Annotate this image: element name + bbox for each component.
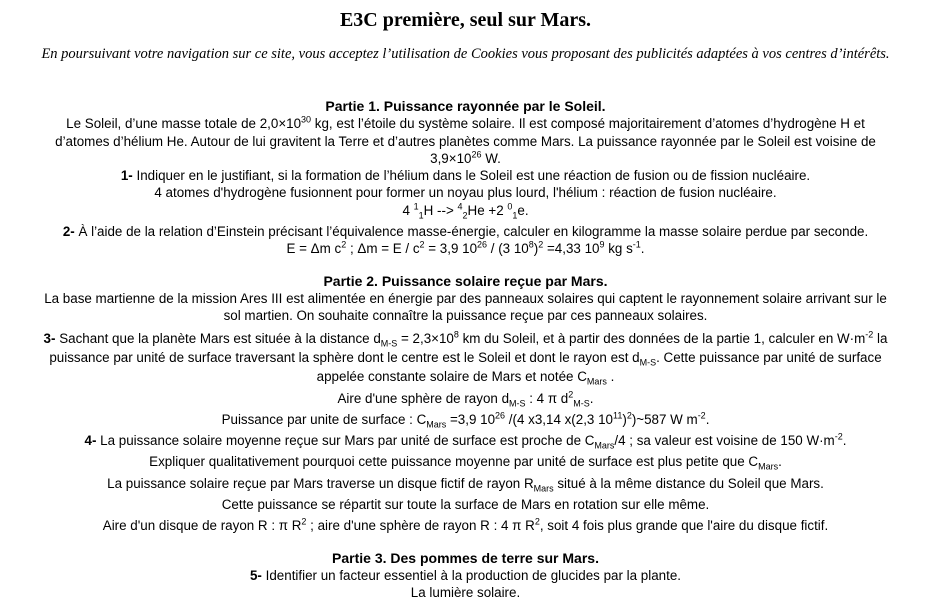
answer-3a: Aire d'une sphère de rayon $d_{M-S}$ : 4 π $d^2_{M-S}$. xyxy=(337,389,594,409)
answer-1: 4 atomes d'hydrogène fusionnent pour former un noyau plus lourd, l'hélium : réaction de fusion nucléaire. xyxy=(154,185,777,201)
question-3: 3- Sachant que la planète Mars est située à la distance $d_{M-S} = 2,3\times 10^8$ km du Soleil, et à partir des données de la partie 1, calculer en $W\cdot m^{-2}$ la puissance par unité de surface traversant la sphère dont le centre est le Soleil et dont le rayon est $d_{M-S}$. Cette puissance par unité de surface appelée constante solaire de Mars et notée $C_{Mars}$ . xyxy=(43,329,888,387)
section-title-partie2: Partie 2. Puissance solaire reçue par Mars. xyxy=(323,272,608,289)
question-4: 4- La puissance solaire moyenne reçue sur Mars par unité de surface est proche de $C_{Mars}/4$ ; sa valeur est voisine de 150 $W\cdot m^{-2}$. xyxy=(84,431,847,451)
section-title-partie3: Partie 3. Des pommes de terre sur Mars. xyxy=(332,549,599,566)
section-title-partie1: Partie 1. Puissance rayonnée par le Soleil. xyxy=(325,98,606,114)
question-4-line2: Expliquer qualitativement pourquoi cette puissance moyenne par unité de surface est plus petite que $C_{Mars}$. xyxy=(149,454,782,473)
cookie-notice: En poursuivant votre navigation sur ce site, vous acceptez l’utilisation de Cookies vous proposant des publicités adaptées à vos centres d’intérêts. xyxy=(41,46,890,62)
question-2: 2- À l’aide de la relation d’Einstein précisant l’équivalence masse-énergie, calculer en kilogramme la masse solaire perdue par seconde. xyxy=(62,224,869,240)
fusion-equation: 4 $^1_1$H --> $^4_2$He +2 $^0_1$e. xyxy=(402,201,529,221)
partie1-intro: Le Soleil, d’une masse totale de $2,0\times 10^{30}$ kg, est l’étoile du système solaire. Il est composé majoritairement d’atomes d’hydrogène H et d’atomes d’hélium He. Autour de lui gravitent la Terre et d’autres planètes comme Mars. La puissance rayonnée par le Soleil est voisine de $3,9\times 10^{26}$ W. xyxy=(55,114,876,166)
answer-4b: Cette puissance se répartit sur toute la surface de Mars en rotation sur elle même. xyxy=(221,497,710,513)
answer-5: La lumière solaire. xyxy=(410,585,521,601)
question-5: 5- Identifier un facteur essentiel à la production de glucides par la plante. xyxy=(249,567,681,583)
page-title: E3C première, seul sur Mars. xyxy=(339,9,592,31)
exercise-content xyxy=(40,98,891,602)
answer-2: E = Δm $c^2$ ; $\Delta m = E / c^2 = 3,9$ $10^{26} / (3$ $10^8)^2 =4,33$ $10^9$ kg $s^{-1}$. xyxy=(286,239,645,257)
answer-3b: Puissance par unite de surface : $C_{Mars} =3,9$ $10^{26}$ /(4 x3,14 x(2,3 $10^{11})^2)\sim 587$ W $m^{-2}$. xyxy=(221,410,710,430)
question-1: 1- Indiquer en le justifiant, si la formation de l’hélium dans le Soleil est une réaction de fusion ou de fission nucléaire. xyxy=(120,168,811,184)
answer-4c: Aire d'un disque de rayon R : π $R^2$ ; aire d'une sphère de rayon R : 4 π $R^2$, soit 4 fois plus grande que l'aire du disque fictif. xyxy=(102,516,829,534)
answer-4a: La puissance solaire reçue par Mars traverse un disque fictif de rayon $R_{Mars}$ situé à la même distance du Soleil que Mars. xyxy=(107,475,824,494)
partie2-intro: La base martienne de la mission Ares III est alimentée en énergie par des panneaux solaires qui captent le rayonnement solaire arrivant sur le sol martien. On souhaite connaître la puissance reçue par ces panneaux solaires. xyxy=(44,290,887,324)
